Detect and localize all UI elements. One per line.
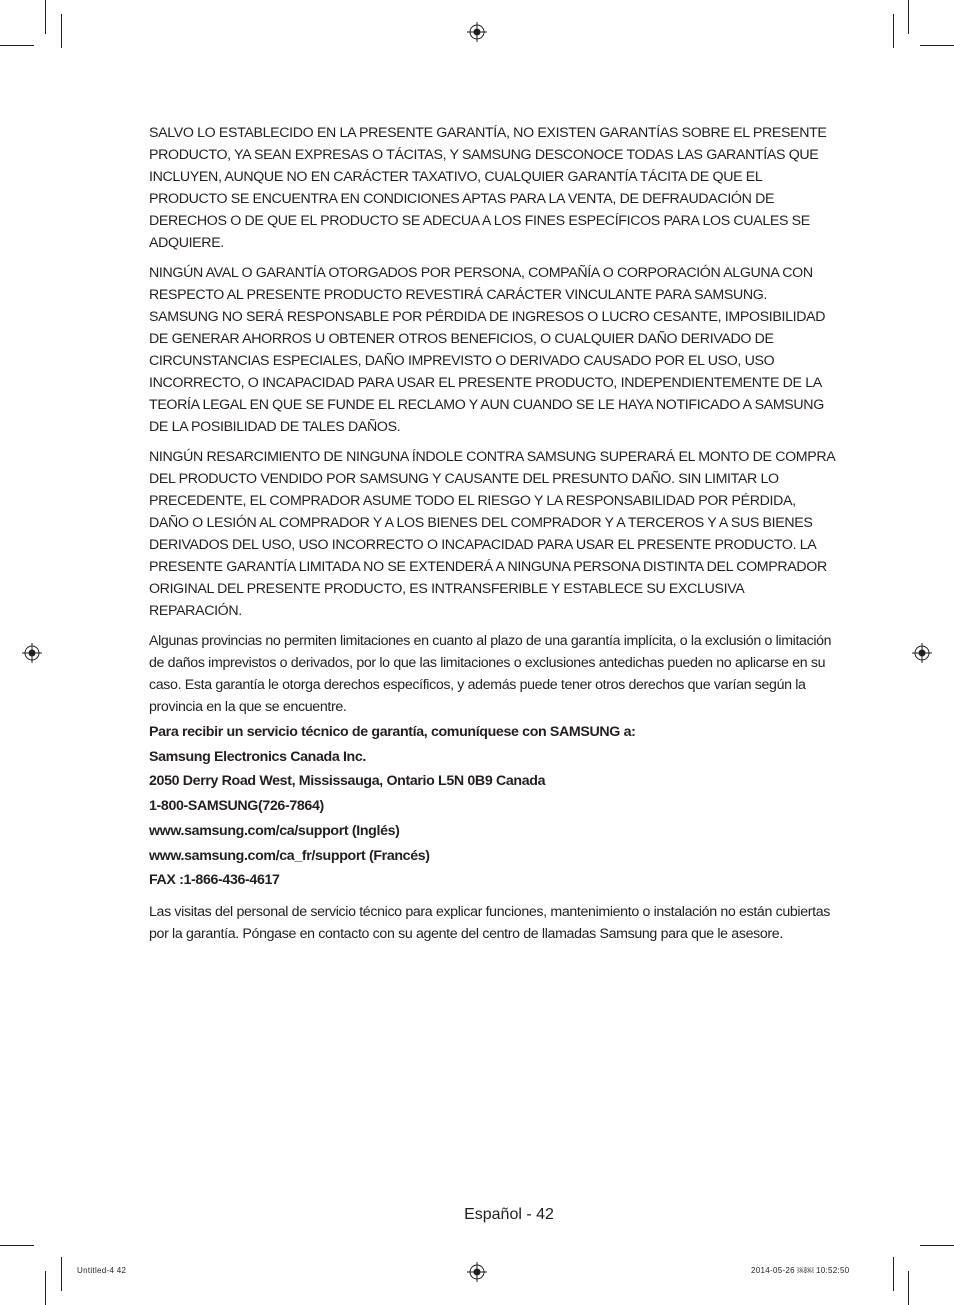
- crop-mark: [0, 45, 34, 46]
- registration-mark-icon: [467, 22, 487, 42]
- warranty-paragraph: NINGÚN AVAL O GARANTÍA OTORGADOS POR PERSONA, COMPAÑÍA O CORPORACIÓN ALGUNA CON RESPECTO AL PRESENTE PRODUCTO REVESTIRÁ CARÁCTER VINCULANTE PARA SAMSUNG. SAMSUNG NO SERÁ RESPONSABLE POR PÉRDIDA DE INGRESOS O LUCRO CESANTE, IMPOSIBILIDAD DE GENERAR AHORROS U OBTENER OTROS BENEFICIOS, O CUALQUIER DAÑO DERIVADO DE CIRCUNSTANCIAS ESPECIALES, DAÑO IMPREVISTO O DERIVADO CAUSADO POR EL USO, USO INCORRECTO, O INCAPACIDAD PARA USAR EL PRESENTE PRODUCTO, INDEPENDIENTEMENTE DE LA TEORÍA LEGAL EN QUE SE FUNDE EL RECLAMO Y AUN CUANDO SE LE HAYA NOTIFICADO A SAMSUNG DE LA POSIBILIDAD DE TALES DAÑOS.: [149, 265, 826, 435]
- slug-timestamp: 2014-05-26 ￼￼ 10:52:50: [751, 1266, 850, 1275]
- contact-link-french[interactable]: www.samsung.com/ca_fr/support (Francés): [149, 847, 430, 864]
- contact-fax: FAX :1-866-436-4617: [149, 872, 280, 889]
- contact-heading: Para recibir un servicio técnico de garantía, comuníquese con SAMSUNG a:: [149, 724, 636, 740]
- crop-mark: [920, 1245, 954, 1246]
- registration-mark-icon: [22, 643, 42, 663]
- document-body: [149, 122, 835, 953]
- page-number: Español - 42: [464, 1206, 554, 1223]
- warranty-paragraph: NINGÚN RESARCIMIENTO DE NINGUNA ÍNDOLE CONTRA SAMSUNG SUPERARÁ EL MONTO DE COMPRA DEL PRODUCTO VENDIDO POR SAMSUNG Y CAUSANTE DEL PRESUNTO DAÑO. SIN LIMITAR LO PRECEDENTE, EL COMPRADOR ASUME TODO EL RIESGO Y LA RESPONSABILIDAD POR PÉRDIDA, DAÑO O LESIÓN AL COMPRADOR Y A LOS BIENES DEL COMPRADOR Y A TERCEROS Y A SUS BIENES DERIVADOS DEL USO, USO INCORRECTO O INCAPACIDAD PARA USAR EL PRESENTE PRODUCTO. LA PRESENTE GARANTÍA LIMITADA NO SE EXTENDERÁ A NINGUNA PERSONA DISTINTA DEL COMPRADOR ORIGINAL DEL PRESENTE PRODUCTO, ES INTRANSFERIBLE Y ESTABLECE SU EXCLUSIVA REPARACIÓN.: [149, 449, 835, 619]
- warranty-paragraph: Algunas provincias no permiten limitaciones en cuanto al plazo de una garantía implícita, o la exclusión o limitación de daños imprevistos o derivados, por lo que las limitaciones o exclusiones antedichas pueden no aplicarse en su caso. Esta garantía le otorga derechos específicos, y además puede tener otros derechos que varían según la provincia en la que se encuentre.: [149, 633, 832, 715]
- crop-mark: [61, 1257, 62, 1291]
- crop-mark: [908, 0, 909, 34]
- contact-link-english[interactable]: www.samsung.com/ca/support (Inglés): [149, 822, 400, 839]
- crop-mark: [893, 1257, 894, 1291]
- slug-file-info: Untitled-4 42: [77, 1266, 127, 1275]
- crop-mark: [45, 0, 46, 34]
- crop-mark: [45, 1271, 46, 1305]
- registration-mark-icon: [467, 1262, 487, 1282]
- registration-mark-icon: [912, 643, 932, 663]
- crop-mark: [893, 14, 894, 48]
- contact-phone: 1-800-SAMSUNG(726-7864): [149, 798, 324, 815]
- crop-mark: [0, 1245, 34, 1246]
- contact-block: [149, 720, 835, 893]
- crop-mark: [908, 1271, 909, 1305]
- contact-company: Samsung Electronics Canada Inc.: [149, 748, 367, 765]
- closing-paragraph: Las visitas del personal de servicio técnico para explicar funciones, mantenimiento o instalación no están cubiertas por la garantía. Póngase en contacto con su agente del centro de llamadas Samsung para que le asesore.: [149, 903, 830, 942]
- crop-mark: [61, 14, 62, 48]
- contact-address: 2050 Derry Road West, Mississauga, Ontario L5N 0B9 Canada: [149, 773, 546, 790]
- warranty-paragraph: SALVO LO ESTABLECIDO EN LA PRESENTE GARANTÍA, NO EXISTEN GARANTÍAS SOBRE EL PRESENTE PRODUCTO, YA SEAN EXPRESAS O TÁCITAS, Y SAMSUNG DESCONOCE TODAS LAS GARANTÍAS QUE INCLUYEN, AUNQUE NO EN CARÁCTER TAXATIVO, CUALQUIER GARANTÍA TÁCITA DE QUE EL PRODUCTO SE ENCUENTRA EN CONDICIONES APTAS PARA LA VENTA, DE DEFRAUDACIÓN DE DERECHOS O DE QUE EL PRODUCTO SE ADECUA A LOS FINES ESPECÍFICOS PARA LOS CUALES SE ADQUIERE.: [149, 125, 827, 251]
- crop-mark: [920, 45, 954, 46]
